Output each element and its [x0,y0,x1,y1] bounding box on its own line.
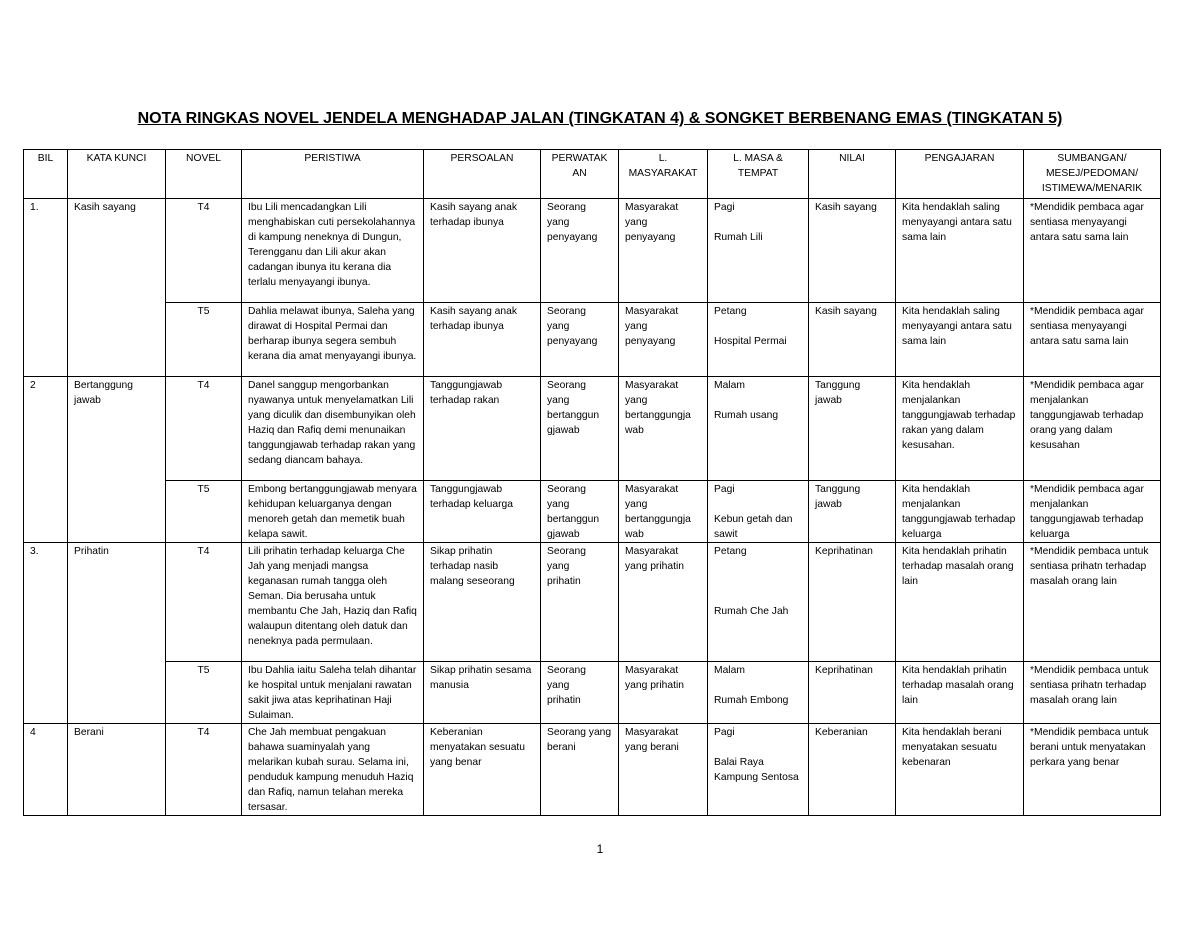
cell-kata-kunci: Bertanggung jawab [68,377,166,543]
cell-peristiwa: Ibu Dahlia iaitu Saleha telah dihantar ke hospital untuk menjalani rawatan sakit jiwa atas keprihatinan Haji Sulaiman. [242,662,424,724]
cell-kata-kunci: Kasih sayang [68,199,166,377]
cell-pengajaran: Kita hendaklah saling menyayangi antara satu sama lain [896,303,1024,377]
cell-nilai: Tanggung jawab [809,377,896,481]
cell-perwatakan: Seorang yang penyayang [541,303,619,377]
cell-masa-tempat: Pagi Kebun getah dan sawit [708,481,809,543]
cell-perwatakan: Seorang yang bertanggun gjawab [541,481,619,543]
cell-perwatakan: Seorang yang berani [541,724,619,816]
cell-sumbangan: *Mendidik pembaca agar sentiasa menyayangi antara satu sama lain [1024,303,1161,377]
cell-novel: T4 [166,543,242,662]
cell-sumbangan: *Mendidik pembaca untuk berani untuk menyatakan perkara yang benar [1024,724,1161,816]
cell-novel: T4 [166,724,242,816]
cell-bil: 1. [24,199,68,377]
cell-nilai: Kasih sayang [809,199,896,303]
cell-pengajaran: Kita hendaklah menjalankan tanggungjawab terhadap rakan yang dalam kesusahan. [896,377,1024,481]
cell-masyarakat: Masyarakat yang berani [619,724,708,816]
cell-perwatakan: Seorang yang bertanggun gjawab [541,377,619,481]
cell-masyarakat: Masyarakat yang penyayang [619,303,708,377]
cell-masa-tempat: Malam Rumah Embong [708,662,809,724]
cell-persoalan: Tanggungjawab terhadap rakan [424,377,541,481]
document-title: NOTA RINGKAS NOVEL JENDELA MENGHADAP JALAN (TINGKATAN 4) & SONGKET BERBENANG EMAS (TINGKATAN 5) [137,110,1063,127]
cell-masa-tempat: Pagi Balai Raya Kampung Sentosa [708,724,809,816]
cell-pengajaran: Kita hendaklah menjalankan tanggungjawab terhadap keluarga [896,481,1024,543]
cell-perwatakan: Seorang yang prihatin [541,662,619,724]
cell-novel: T4 [166,199,242,303]
cell-nilai: Keberanian [809,724,896,816]
cell-novel: T4 [166,377,242,481]
cell-masyarakat: Masyarakat yang bertanggungja wab [619,377,708,481]
header-nilai: NILAI [809,150,896,199]
cell-bil: 2 [24,377,68,543]
cell-persoalan: Tanggungjawab terhadap keluarga [424,481,541,543]
cell-persoalan: Kasih sayang anak terhadap ibunya [424,303,541,377]
cell-pengajaran: Kita hendaklah berani menyatakan sesuatu kebenaran [896,724,1024,816]
header-peristiwa: PERISTIWA [242,150,424,199]
header-novel: NOVEL [166,150,242,199]
cell-peristiwa: Lili prihatin terhadap keluarga Che Jah yang menjadi mangsa keganasan rumah tangga oleh Seman. Dia berusaha untuk membantu Che Jah, Haziq dan Rafiq walaupun ditentang oleh datuk dan neneknya pada permulaan. [242,543,424,662]
header-persoalan: PERSOALAN [424,150,541,199]
cell-persoalan: Kasih sayang anak terhadap ibunya [424,199,541,303]
cell-persoalan: Sikap prihatin terhadap nasib malang seseorang [424,543,541,662]
table-row [24,662,1161,724]
cell-bil: 4 [24,724,68,816]
cell-novel: T5 [166,303,242,377]
cell-sumbangan: *Mendidik pembaca untuk sentiasa prihatn terhadap masalah orang lain [1024,662,1161,724]
header-bil: BIL [24,150,68,199]
page-number: 1 [596,842,604,856]
cell-peristiwa: Dahlia melawat ibunya, Saleha yang dirawat di Hospital Permai dan berharap ibunya segera sembuh kerana dia amat menyayangi ibunya. [242,303,424,377]
cell-kata-kunci: Berani [68,724,166,816]
notes-table [23,149,1161,816]
table-row [24,543,1161,662]
header-latar-masa-tempat: L. MASA & TEMPAT [708,150,809,199]
header-sumbangan: SUMBANGAN/ MESEJ/PEDOMAN/ ISTIMEWA/MENARIK [1024,150,1161,199]
cell-masyarakat: Masyarakat yang prihatin [619,543,708,662]
cell-nilai: Keprihatinan [809,543,896,662]
cell-pengajaran: Kita hendaklah prihatin terhadap masalah orang lain [896,662,1024,724]
cell-persoalan: Sikap prihatin sesama manusia [424,662,541,724]
cell-sumbangan: *Mendidik pembaca agar menjalankan tanggungjawab terhadap orang yang dalam kesusahan [1024,377,1161,481]
table-row [24,481,1161,543]
cell-sumbangan: *Mendidik pembaca agar menjalankan tanggungjawab terhadap keluarga [1024,481,1161,543]
cell-perwatakan: Seorang yang prihatin [541,543,619,662]
table-row [24,303,1161,377]
cell-kata-kunci: Prihatin [68,543,166,724]
cell-sumbangan: *Mendidik pembaca agar sentiasa menyayangi antara satu sama lain [1024,199,1161,303]
cell-pengajaran: Kita hendaklah prihatin terhadap masalah orang lain [896,543,1024,662]
cell-sumbangan: *Mendidik pembaca untuk sentiasa prihatn terhadap masalah orang lain [1024,543,1161,662]
cell-masyarakat: Masyarakat yang bertanggungja wab [619,481,708,543]
cell-bil: 3. [24,543,68,724]
cell-masa-tempat: Petang Rumah Che Jah [708,543,809,662]
cell-masa-tempat: Petang Hospital Permai [708,303,809,377]
table-row [24,377,1161,481]
cell-masa-tempat: Pagi Rumah Lili [708,199,809,303]
cell-peristiwa: Ibu Lili mencadangkan Lili menghabiskan cuti persekolahannya di kampung neneknya di Dungun, Terengganu dan Lili akur akan cadangan ibunya itu kerana dia terlalu menyayangi ibunya. [242,199,424,303]
cell-nilai: Kasih sayang [809,303,896,377]
header-row [24,150,1161,199]
cell-nilai: Tanggung jawab [809,481,896,543]
table-row [24,724,1161,816]
cell-novel: T5 [166,662,242,724]
cell-masa-tempat: Malam Rumah usang [708,377,809,481]
cell-peristiwa: Danel sanggup mengorbankan nyawanya untuk menyelamatkan Lili yang diculik dan disembunyikan oleh Haziq dan Rafiq demi menunaikan tanggungjawab terhadap rakan yang sedang diancam bahaya. [242,377,424,481]
header-pengajaran: PENGAJARAN [896,150,1024,199]
table-row [24,199,1161,303]
cell-masyarakat: Masyarakat yang prihatin [619,662,708,724]
cell-perwatakan: Seorang yang penyayang [541,199,619,303]
header-kata-kunci: KATA KUNCI [68,150,166,199]
header-latar-masyarakat: L. MASYARAKAT [619,150,708,199]
cell-peristiwa: Che Jah membuat pengakuan bahawa suaminyalah yang melarikan kubah surau. Selama ini, penduduk kampung menuduh Haziq dan Rafiq, namun telahan mereka tersasar. [242,724,424,816]
cell-nilai: Keprihatinan [809,662,896,724]
header-perwatakan: PERWATAK AN [541,150,619,199]
cell-novel: T5 [166,481,242,543]
cell-peristiwa: Embong bertanggungjawab menyara kehidupan keluarganya dengan menoreh getah dan memetik buah kelapa sawit. [242,481,424,543]
cell-masyarakat: Masyarakat yang penyayang [619,199,708,303]
cell-pengajaran: Kita hendaklah saling menyayangi antara satu sama lain [896,199,1024,303]
cell-persoalan: Keberanian menyatakan sesuatu yang benar [424,724,541,816]
